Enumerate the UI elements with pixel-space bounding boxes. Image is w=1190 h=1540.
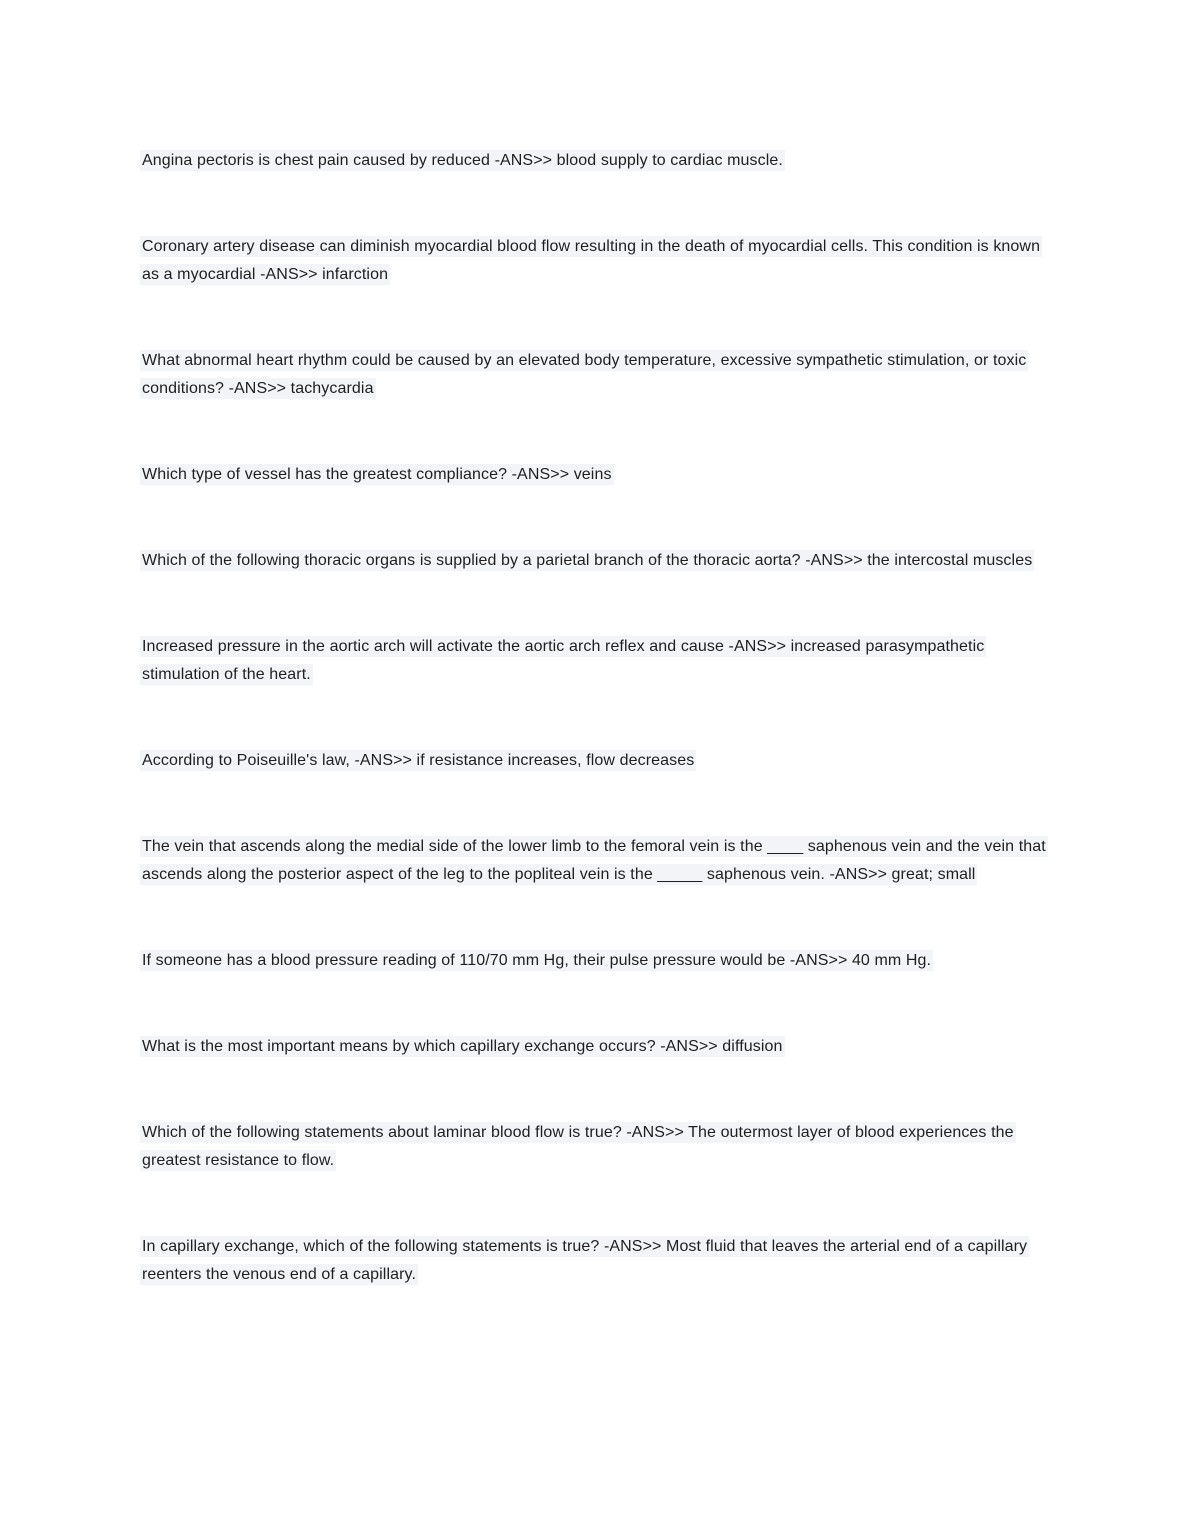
qa-paragraph bbox=[140, 1233, 1048, 1289]
qa-paragraph bbox=[140, 547, 1048, 575]
qa-text: What abnormal heart rhythm could be caused by an elevated body temperature, excessive sympathetic stimulation, or toxic conditions? -ANS>> tachycardia bbox=[142, 352, 1027, 397]
qa-text: Coronary artery disease can diminish myocardial blood flow resulting in the death of myocardial cells. This condition is known as a myocardial -ANS>> infarction bbox=[142, 238, 1041, 283]
qa-text: Which type of vessel has the greatest compliance? -ANS>> veins bbox=[142, 466, 612, 483]
qa-paragraph bbox=[140, 947, 1048, 975]
qa-text: Increased pressure in the aortic arch will activate the aortic arch reflex and cause -ANS>> increased parasympathetic stimulation of the heart. bbox=[142, 638, 985, 683]
qa-text: Which of the following thoracic organs is supplied by a parietal branch of the thoracic aorta? -ANS>> the intercostal muscles bbox=[142, 552, 1033, 569]
qa-paragraph bbox=[140, 747, 1048, 775]
qa-text: What is the most important means by which capillary exchange occurs? -ANS>> diffusion bbox=[142, 1038, 783, 1055]
qa-paragraph bbox=[140, 633, 1048, 689]
qa-paragraph bbox=[140, 1033, 1048, 1061]
qa-paragraph bbox=[140, 347, 1048, 403]
qa-paragraph bbox=[140, 461, 1048, 489]
qa-text: Angina pectoris is chest pain caused by reduced -ANS>> blood supply to cardiac muscle. bbox=[142, 152, 783, 169]
qa-text: Which of the following statements about laminar blood flow is true? -ANS>> The outermost layer of blood experiences the greatest resistance to flow. bbox=[142, 1124, 1014, 1169]
qa-paragraph bbox=[140, 147, 1048, 175]
qa-paragraph bbox=[140, 233, 1048, 289]
qa-paragraph bbox=[140, 833, 1048, 889]
qa-text: In capillary exchange, which of the following statements is true? -ANS>> Most fluid that leaves the arterial end of a capillary reenters the venous end of a capillary. bbox=[142, 1238, 1028, 1283]
qa-text: According to Poiseuille's law, -ANS>> if resistance increases, flow decreases bbox=[142, 752, 695, 769]
qa-text: The vein that ascends along the medial side of the lower limb to the femoral vein is the ____ saphenous vein and the vein that ascends along the posterior aspect of the leg to the popliteal vein is the _____ saphenous vein. -ANS>> great; small bbox=[142, 838, 1046, 883]
qa-paragraph bbox=[140, 1119, 1048, 1175]
qa-text: If someone has a blood pressure reading of 110/70 mm Hg, their pulse pressure would be -ANS>> 40 mm Hg. bbox=[142, 952, 932, 969]
